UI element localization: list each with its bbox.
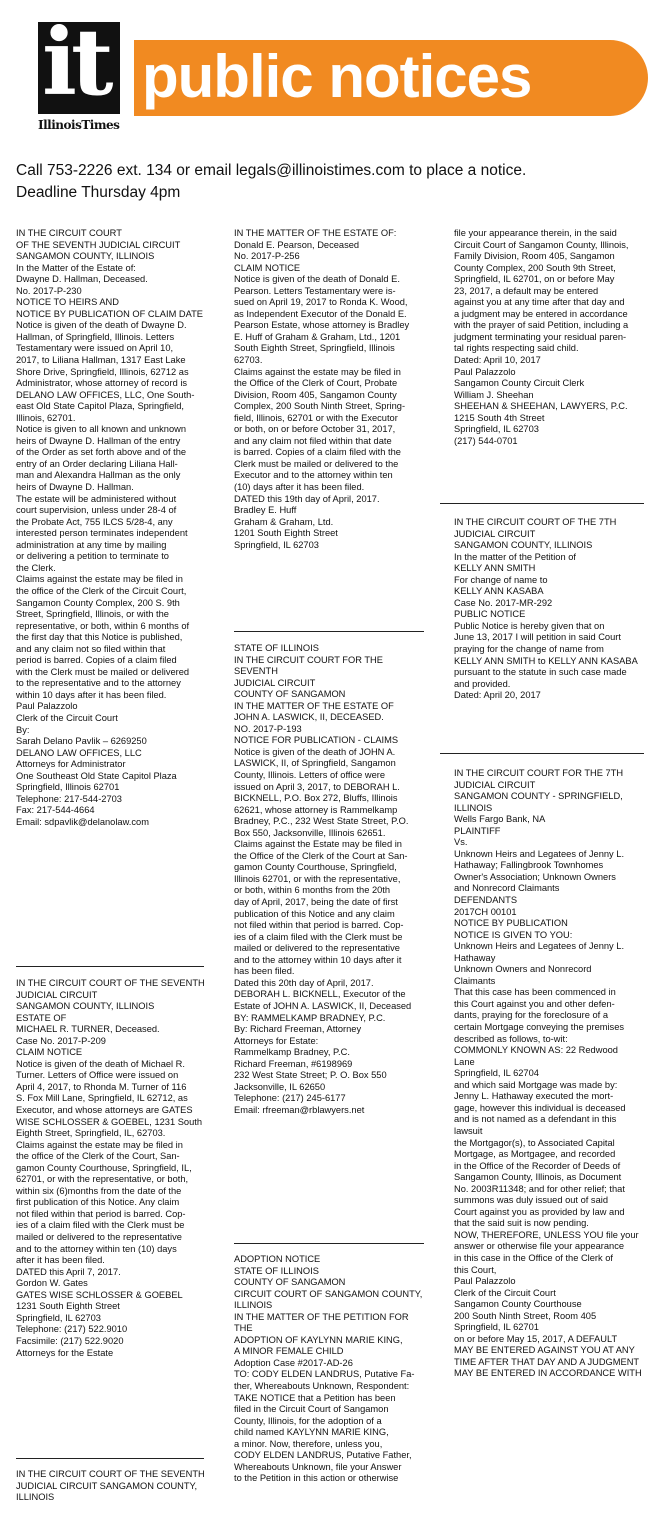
logo-mark: it xyxy=(42,8,108,116)
page-title: public notices xyxy=(142,43,532,110)
notice-name-change: IN THE CIRCUIT COURT OF THE 7TH JUDICIAL CIRCUIT SANGAMON COUNTY, ILLINOIS In the matter of the Petition of KELLY ANN SMITH For change of name to KELLY ANN KASABA Case No. 2017-MR-292 PUBLIC NOTICE Public Notice is hereby given that on June 13, 2017 I will petition in said Court praying for the change of name from KELLY ANN SMITH to KELLY ANN KASABA pursuant to the statute in such case made and provided. Dated: April 20, 2017 xyxy=(454,517,638,701)
notice-divider xyxy=(234,1243,424,1244)
notice-column-1 xyxy=(16,228,211,828)
logo-brand-text: IllinoisTimes xyxy=(38,118,120,132)
page-header xyxy=(0,0,652,150)
notice-column-1b xyxy=(16,978,211,1359)
notice-seventh-circuit: IN THE CIRCUIT COURT OF THE SEVENTH JUDICIAL CIRCUIT SANGAMON COUNTY, ILLINOIS xyxy=(16,1469,205,1503)
notice-column-2b xyxy=(234,643,429,1116)
notice-divider xyxy=(16,966,204,967)
notice-hallman-estate: IN THE CIRCUIT COURT OF THE SEVENTH JUDICIAL CIRCUIT SANGAMON COUNTY, ILLINOIS In the Matter of the Estate of: Dwayne D. Hallman, Deceased. No. 2017-P-230 NOTICE TO HEIRS AND NOTICE BY PUBLICATION OF CLAIM DATE Notice is given of the death of Dwayne D. Hallman, of Springfield, Illinois. Letters Testamentary were issued on April 10, 2017, to Liliana Hallman, 1317 East Lake Shore Drive, Springfield, Illinois, 62712 as Administrator, whose attorney of record is DELANO LAW OFFICES, LLC, One South- east Old State Capitol Plaza, Springfield, Illinois, 62701. Notice is given to all known and unknown heirs of Dwayne D. Hallman of the entry of the Order as set forth above and of the entry of an Order declaring Liliana Hall- man and Alexandra Hallman as the only heirs of Dwayne D. Hallman. The estate will be administered without court supervision, unless under 28-4 of the Probate Act, 755 ILCS 5/28-4, any interested person terminates independent administration at any time by mailing or delivering a petition to terminate to the Clerk. Claims against the estate may be filed in the office of the Clerk of the Circuit Court, Sangamon County Complex, 200 S. 9th Street, Springfield, Illinois, or with the representative, or both, within 6 months of the first day that this Notice is published, and any claim not so filed within that period is barred. Copies of a claim filed with the Clerk must be mailed or delivered to the representative and to the attorney within 10 days after it has been filed. Paul Palazzolo Clerk of the Circuit Court By: Sarah Delano Pavlik – 6269250 DELANO LAW OFFICES, LLC Attorneys for Administrator One Southeast Old State Capitol Plaza Springfield, Illinois 62701 Telephone: 217-544-2703 Fax: 217-544-4664 Email: sdpavlik@delanolaw.com xyxy=(16,228,203,827)
notice-column-1c xyxy=(16,1469,211,1504)
notice-laswick-estate: STATE OF ILLINOIS IN THE CIRCUIT COURT FOR THE SEVENTH JUDICIAL CIRCUIT COUNTY OF SANGAMON IN THE MATTER OF THE ESTATE OF JOHN A. LASWICK, II, DECEASED. NO. 2017-P-193 NOTICE FOR PUBLICATION - CLAIMS Notice is given of the death of JOHN A. LASWICK, II, of Springfield, Sangamon County, Illinois. Letters of office were issued on April 3, 2017, to DEBORAH L. BICKNELL, P.O. Box 272, Bluffs, Illinois 62621, whose attorney is Rammelkamp Bradney, P.C., 232 West State Street, P.O. Box 550, Jacksonville, Illinois 62651. Claims against the Estate may be filed in the Office of the Clerk of the Court at San- gamon County Courthouse, Springfield, Illinois 62701, or with the representative, or both, within 6 months from the 20th day of April, 2017, being the date of first publication of this Notice and any claim not filed within that period is barred. Cop- ies of a claim filed with the Clerk must be mailed or delivered to the representative and to the attorney within 10 days after it has been filed. Dated this 20th day of April, 2017. DEBORAH L. BICKNELL, Executor of the Estate of JOHN A. LASWICK, II, Deceased BY: RAMMELKAMP BRADNEY, P.C. By: Richard Freeman, Attorney Attorneys for Estate: Rammelkamp Bradney, P.C. Richard Freeman, #6198969 232 West State Street; P. O. Box 550 Jacksonville, IL 62650 Telephone: (217) 245-6177 Email: rfreeman@rblawyers.net xyxy=(234,643,412,1115)
notice-divider xyxy=(440,753,644,754)
deadline-line: Deadline Thursday 4pm xyxy=(16,184,181,201)
notice-column-3c xyxy=(454,768,649,1380)
notice-turner-estate: IN THE CIRCUIT COURT OF THE SEVENTH JUDICIAL CIRCUIT SANGAMON COUNTY, ILLINOIS ESTATE OF MICHAEL R. TURNER, Deceased. Case No. 2017-P-209 CLAIM NOTICE Notice is given of the death of Michael R. Turner. Letters of Office were issued on April 4, 2017, to Rhonda M. Turner of 116 S. Fox Mill Lane, Springfield, IL 62712, as Executor, and whose attorneys are GATES WISE SCHLOSSER & GOEBEL, 1231 South Eighth Street, Springfield, IL, 62703. Claims against the estate may be filed in the office of the Clerk of the Court, San- gamon County Courthouse, Springfield, IL, 62701, or with the representative, or both, within six (6)months from the date of the first publication of this Notice. Any claim not filed within that period is barred. Cop- ies of a claim filed with the Clerk must be mailed or delivered to the representative and to the attorney within ten (10) days after it has been filed. DATED this April 7, 2017. Gordon W. Gates GATES WISE SCHLOSSER & GOEBEL 1231 South Eighth Street Springfield, IL 62703 Telephone: (217) 522.9010 Facsimile: (217) 522.9020 Attorneys for the Estate xyxy=(16,978,205,1358)
title-banner xyxy=(134,40,648,116)
notice-adoption-continued: file your appearance therein, in the said Circuit Court of Sangamon County, Illinois, Family Division, Room 405, Sangamon County Complex, 200 South 9th Street, Springfield, IL 62701, on or before May 23, 2017, a default may be entered against you at any time after that day and a judgment may be entered in accordance with the prayer of said Petition, including a judgment terminating your residual paren- tal rights respecting said child. Dated: April 10, 2017 Paul Palazzolo Sangamon County Circuit Clerk William J. Sheehan SHEEHAN & SHEEHAN, LAWYERS, P.C. 1215 South 4th Street Springfield, IL 62703 (217) 544-0701 xyxy=(454,228,629,446)
notice-column-3b xyxy=(454,517,649,702)
notice-column-3 xyxy=(454,228,649,447)
notice-column-2 xyxy=(234,228,429,551)
notice-foreclosure: IN THE CIRCUIT COURT FOR THE 7TH JUDICIAL CIRCUIT SANGAMON COUNTY - SPRINGFIELD, ILLINOIS Wells Fargo Bank, NA PLAINTIFF Vs. Unknown Heirs and Legatees of Jenny L. Hathaway; Fallingbrook Townhomes Owner's Association; Unknown Owners and Nonrecord Claimants DEFENDANTS 2017CH 00101 NOTICE BY PUBLICATION NOTICE IS GIVEN TO YOU: Unknown Heirs and Legatees of Jenny L. Hathaway Unknown Owners and Nonrecord Claimants That this case has been commenced in this Court against you and other defen- dants, praying for the foreclosure of a certain Mortgage conveying the premises described as follows, to-wit: COMMONLY KNOWN AS: 22 Redwood Lane Springfield, IL 62704 and which said Mortgage was made by: Jenny L. Hathaway executed the mort- gage, however this individual is deceased and is not named as a defendant in this lawsuit the Mortgagor(s), to Associated Capital Mortgage, as Mortgagee, and recorded in the Office of the Recorder of Deeds of Sangamon County, Illinois, as Document No. 2003R11348; and for other relief; that summons was duly issued out of said Court against you as provided by law and that the said suit is now pending. NOW, THEREFORE, UNLESS YOU file your answer or otherwise file your appearance in this case in the Office of the Clerk of this Court, Paul Palazzolo Clerk of the Circuit Court Sangamon County Courthouse 200 South Ninth Street, Room 405 Springfield, IL 62701 on or before May 15, 2017, A DEFAULT MAY BE ENTERED AGAINST YOU AT ANY TIME AFTER THAT DAY AND A JUDGMENT MAY BE ENTERED IN ACCORDANCE WITH xyxy=(454,768,642,1379)
notice-divider xyxy=(440,503,644,504)
contact-line: Call 753-2226 ext. 134 or email legals@illinoistimes.com to place a notice. xyxy=(16,162,527,179)
notice-column-2c xyxy=(234,1254,429,1485)
notice-pearson-estate: IN THE MATTER OF THE ESTATE OF: Donald E. Pearson, Deceased No. 2017-P-256 CLAIM NOTICE Notice is given of the death of Donald E. Pearson. Letters Testamentary were is- sued on April 19, 2017 to Ronda K. Wood, as Independent Executor of the Donald E. Pearson Estate, whose attorney is Bradley E. Huff of Graham & Graham, Ltd., 1201 South Eighth Street, Springfield, Illinois 62703. Claims against the estate may be filed in the Office of the Clerk of Court, Probate Division, Room 405, Sangamon County Complex, 200 South Ninth Street, Spring- field, Illinois, 62701 or with the Executor or both, on or before October 31, 2017, and any claim not filed within that date is barred. Copies of a claim filed with the Clerk must be mailed or delivered to the Executor and to the attorney within ten (10) days after it has been filed. DATED this 19th day of April, 2017. Bradley E. Huff Graham & Graham, Ltd. 1201 South Eighth Street Springfield, IL 62703 xyxy=(234,228,410,550)
notice-divider xyxy=(16,1458,204,1459)
illinois-times-logo[interactable] xyxy=(28,8,128,142)
contact-info xyxy=(16,160,646,204)
notice-adoption: ADOPTION NOTICE STATE OF ILLINOIS COUNTY OF SANGAMON CIRCUIT COURT OF SANGAMON COUNTY, ILLINOIS IN THE MATTER OF THE PETITION FOR THE ADOPTION OF KAYLYNN MARIE KING, A MINOR FEMALE CHILD Adoption Case #2017-AD-26 TO: CODY ELDEN LANDRUS, Putative Fa- ther, Whereabouts Unknown, Respondent: TAKE NOTICE that a Petition has been filed in the Circuit Court of Sangamon County, Illinois, for the adoption of a child named KAYLYNN MARIE KING, a minor. Now, therefore, unless you, CODY ELDEN LANDRUS, Putative Father, Whereabouts Unknown, file your Answer to the Petition in this action or otherwise xyxy=(234,1254,423,1484)
notice-divider xyxy=(234,631,424,632)
